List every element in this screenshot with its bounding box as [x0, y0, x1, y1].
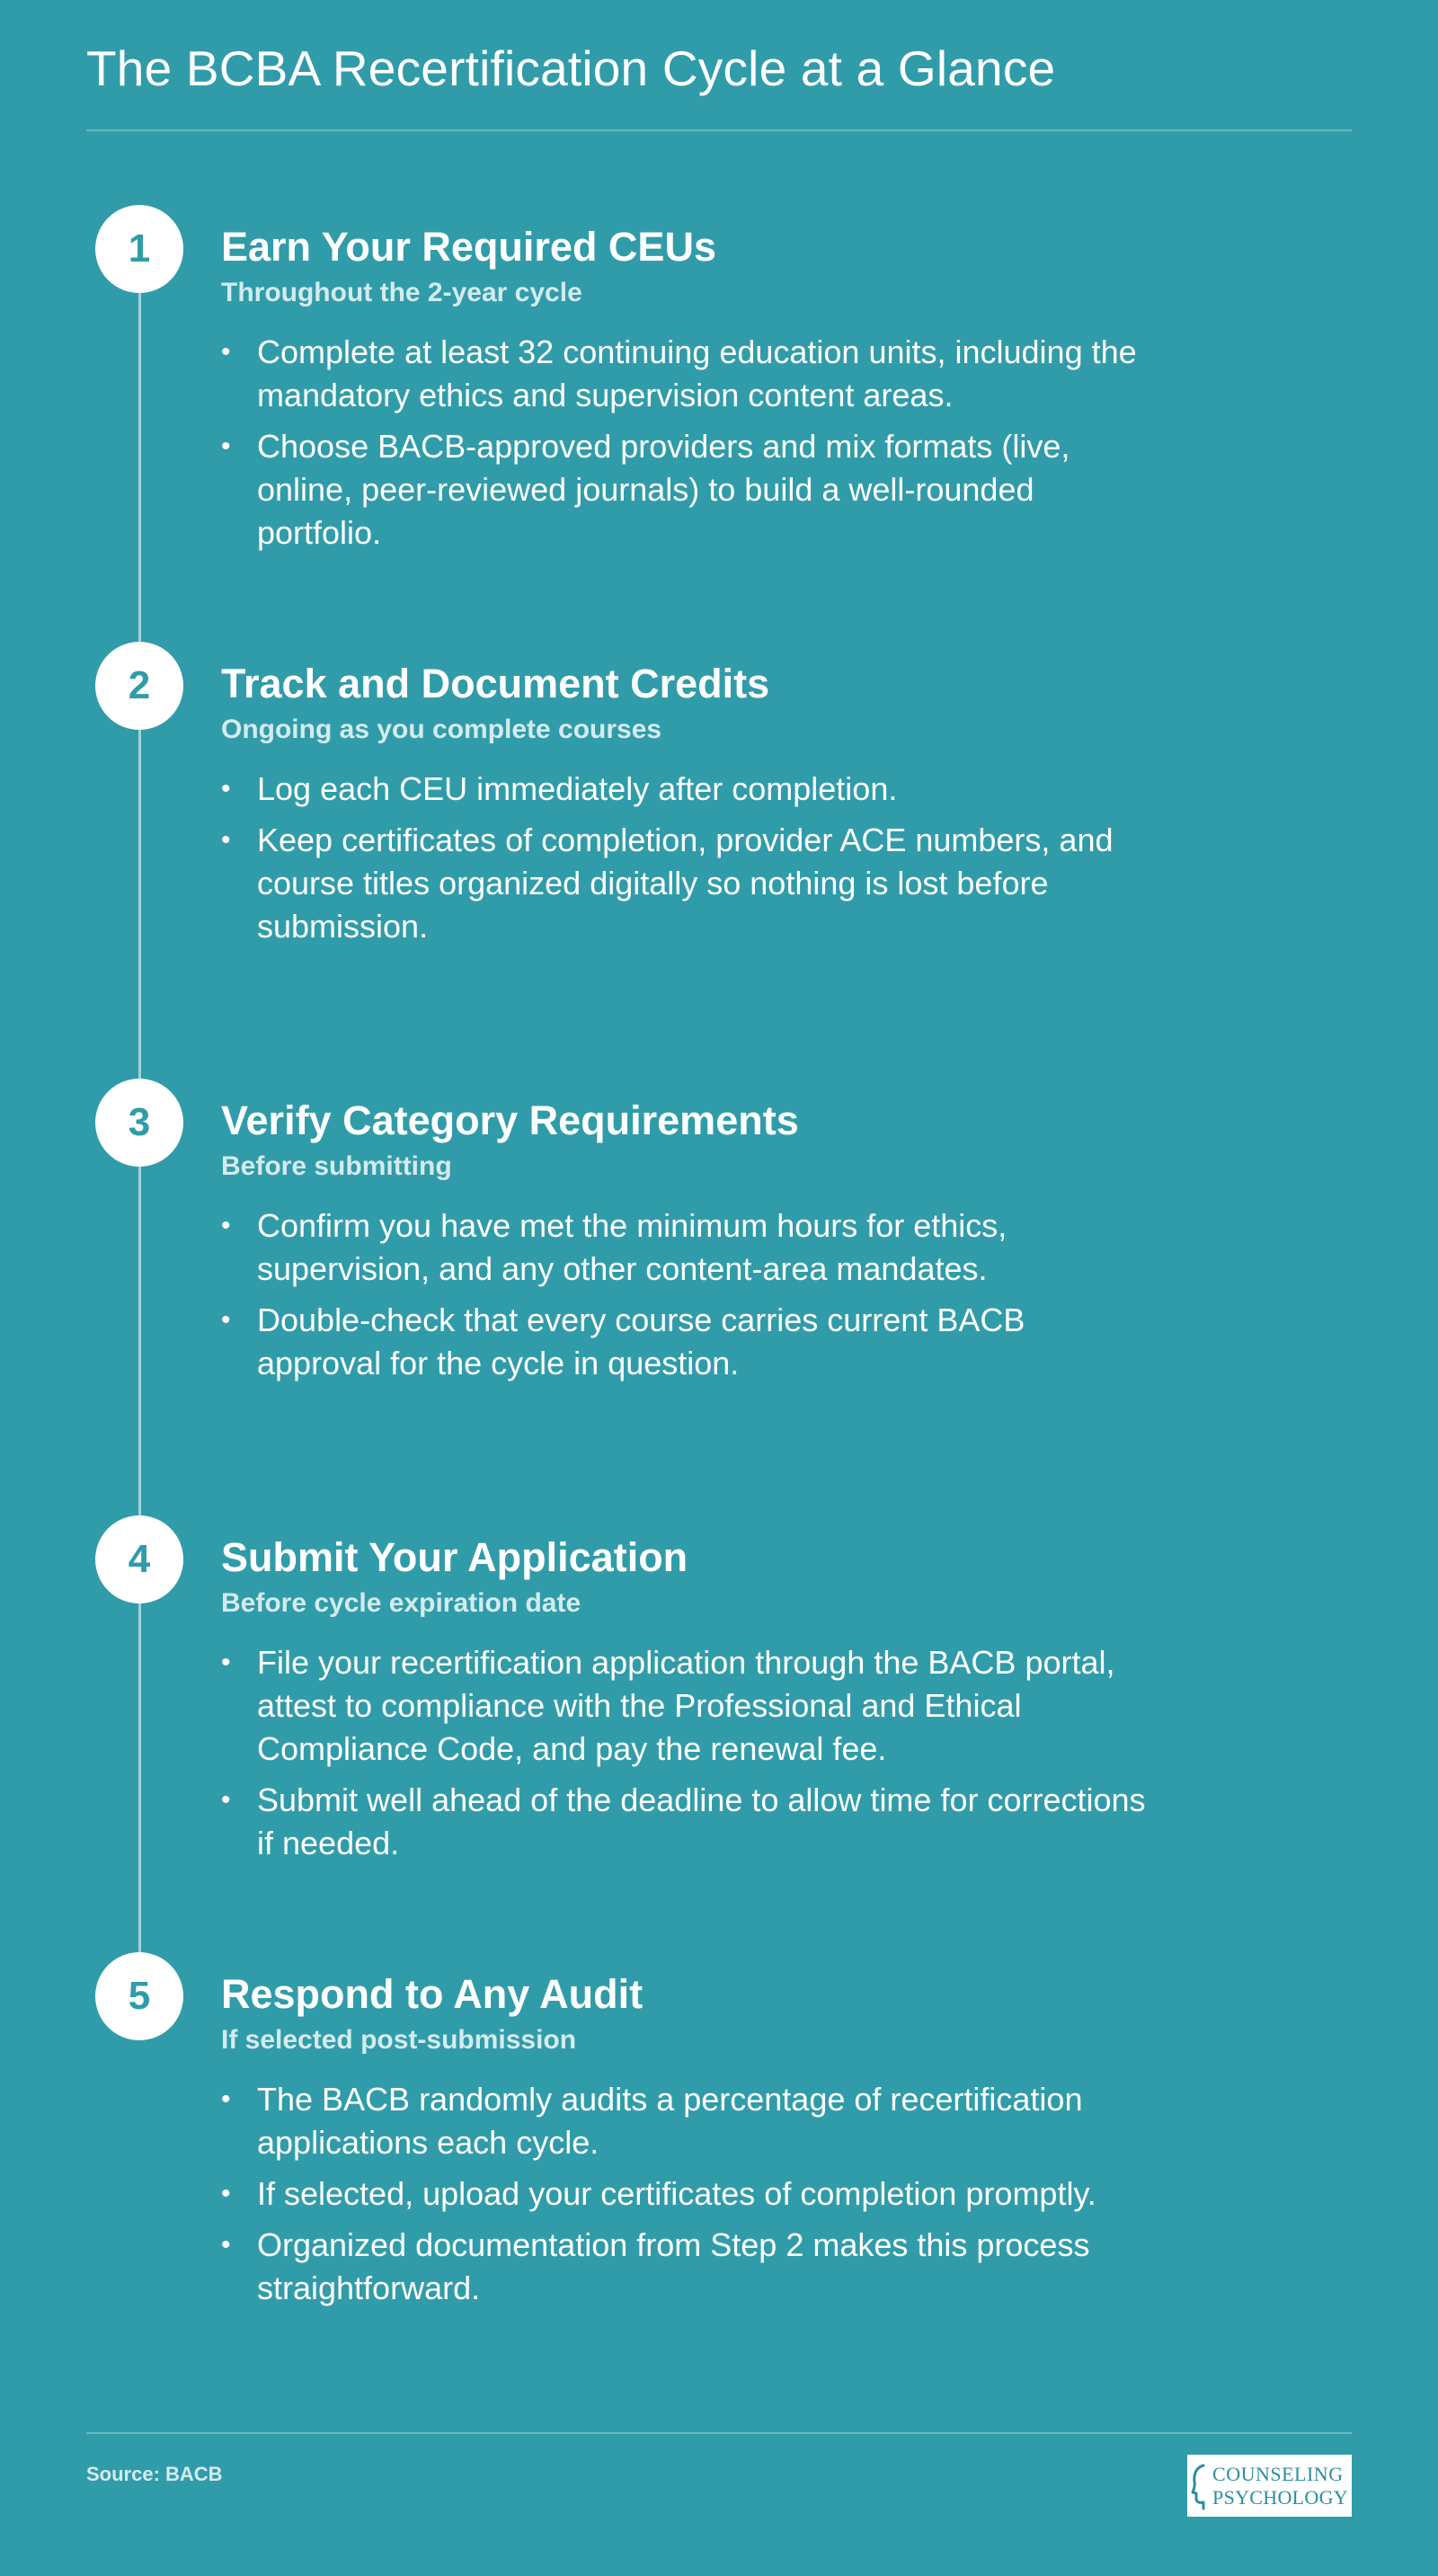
bullet-item: • Organized documentation from Step 2 makes this process straightforward. — [221, 2224, 1156, 2310]
step-title: Respond to Any Audit — [221, 1971, 644, 2017]
footer-divider — [86, 2432, 1352, 2434]
bullet-item: • Choose BACB-approved providers and mix formats (live, online, peer-reviewed journals) to build a well-rounded portfolio. — [221, 425, 1156, 555]
step-number-badge: 5 — [95, 1952, 183, 2040]
step-content — [221, 1515, 1156, 1873]
bullet-item: • File your recertification application through the BACB portal, attest to compliance with the Professional and Ethical Compliance Code, and pay the renewal fee. — [221, 1641, 1156, 1771]
step-content — [221, 205, 1156, 563]
step-bullet-list — [221, 768, 1156, 948]
step-timing: If selected post-submission — [221, 2025, 577, 2055]
bullet-item: • Confirm you have met the minimum hours for ethics, supervision, and any other content-area mandates. — [221, 1204, 1156, 1291]
step-content — [221, 642, 1156, 956]
step-number-badge: 1 — [95, 205, 183, 293]
step-title: Submit Your Application — [221, 1534, 688, 1580]
head-profile-icon — [1191, 2462, 1209, 2510]
bullet-item: • If selected, upload your certificates of completion promptly. — [221, 2172, 1156, 2216]
bullet-item: • Keep certificates of completion, provider ACE numbers, and course titles organized digitally so nothing is lost before submission. — [221, 819, 1156, 948]
step-title: Verify Category Requirements — [221, 1097, 799, 1143]
step-title: Track and Document Credits — [221, 661, 770, 706]
step-bullet-list — [221, 1204, 1156, 1385]
bullet-item: • Log each CEU immediately after completion. — [221, 768, 1156, 811]
step-number-badge: 2 — [95, 642, 183, 730]
step-title: Earn Your Required CEUs — [221, 224, 716, 270]
step-content — [221, 1079, 1156, 1393]
logo-line-2: PSYCHOLOGY — [1212, 2485, 1348, 2509]
logo-line-1: COUNSELING — [1212, 2462, 1344, 2485]
step-content — [221, 1952, 1156, 2318]
bullet-item: • The BACB randomly audits a percentage of recertification applications each cycle. — [221, 2078, 1156, 2164]
brand-logo — [1187, 2455, 1352, 2517]
logo-wordmark — [1212, 2463, 1348, 2509]
bullet-item: • Submit well ahead of the deadline to allow time for corrections if needed. — [221, 1779, 1156, 1865]
source-note: Source: BACB — [86, 2463, 223, 2485]
step-bullet-list — [221, 1641, 1156, 1865]
step-bullet-list — [221, 331, 1156, 555]
step-timing: Before submitting — [221, 1151, 452, 1181]
step-number-badge: 3 — [95, 1079, 183, 1167]
header-divider — [86, 129, 1352, 131]
bullet-item: • Complete at least 32 continuing education units, including the mandatory ethics and supervision content areas. — [221, 331, 1156, 417]
step-bullet-list — [221, 2078, 1156, 2310]
page-title: The BCBA Recertification Cycle at a Glance — [86, 40, 1056, 96]
bullet-item: • Double-check that every course carries current BACB approval for the cycle in question. — [221, 1299, 1156, 1385]
step-number-badge: 4 — [95, 1515, 183, 1603]
step-timing: Before cycle expiration date — [221, 1588, 581, 1618]
step-timing: Ongoing as you complete courses — [221, 715, 662, 744]
step-timing: Throughout the 2-year cycle — [221, 278, 582, 307]
